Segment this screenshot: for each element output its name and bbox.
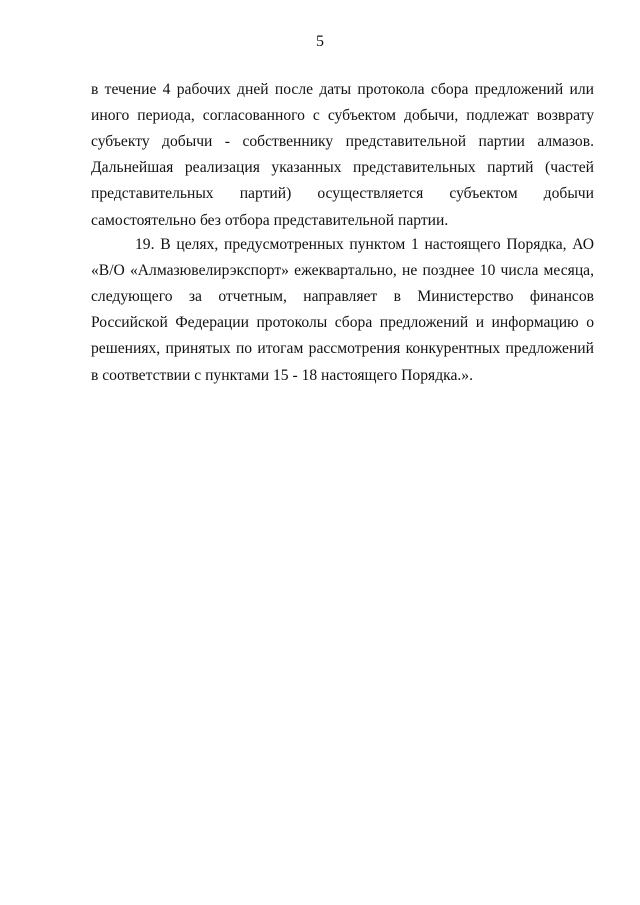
page-number: 5 — [316, 33, 324, 50]
paragraph-continuation: в течение 4 рабочих дней после даты протокола сбора предложений или иного периода, согласованного с субъектом добычи, подлежат возврату субъекту добычи - собственнику представительной партии алмазов. Дальнейшая реализация указанных представительных партий (частей представительных партий) осуществляется субъектом добычи самостоятельно без отбора представительной партии. — [91, 80, 594, 229]
paragraph-item-19: 19. В целях, предусмотренных пунктом 1 настоящего Порядка, АО «В/О «Алмазювелирэкспорт» ежеквартально, не позднее 10 числа месяца, следующего за отчетным, направляет в Министерство финансов Российской Федерации протоколы сбора предложений и информацию о решениях, принятых по итогам рассмотрения конкурентных предложений в соответствии с пунктами 15 - 18 настоящего Порядка.». — [91, 235, 594, 384]
